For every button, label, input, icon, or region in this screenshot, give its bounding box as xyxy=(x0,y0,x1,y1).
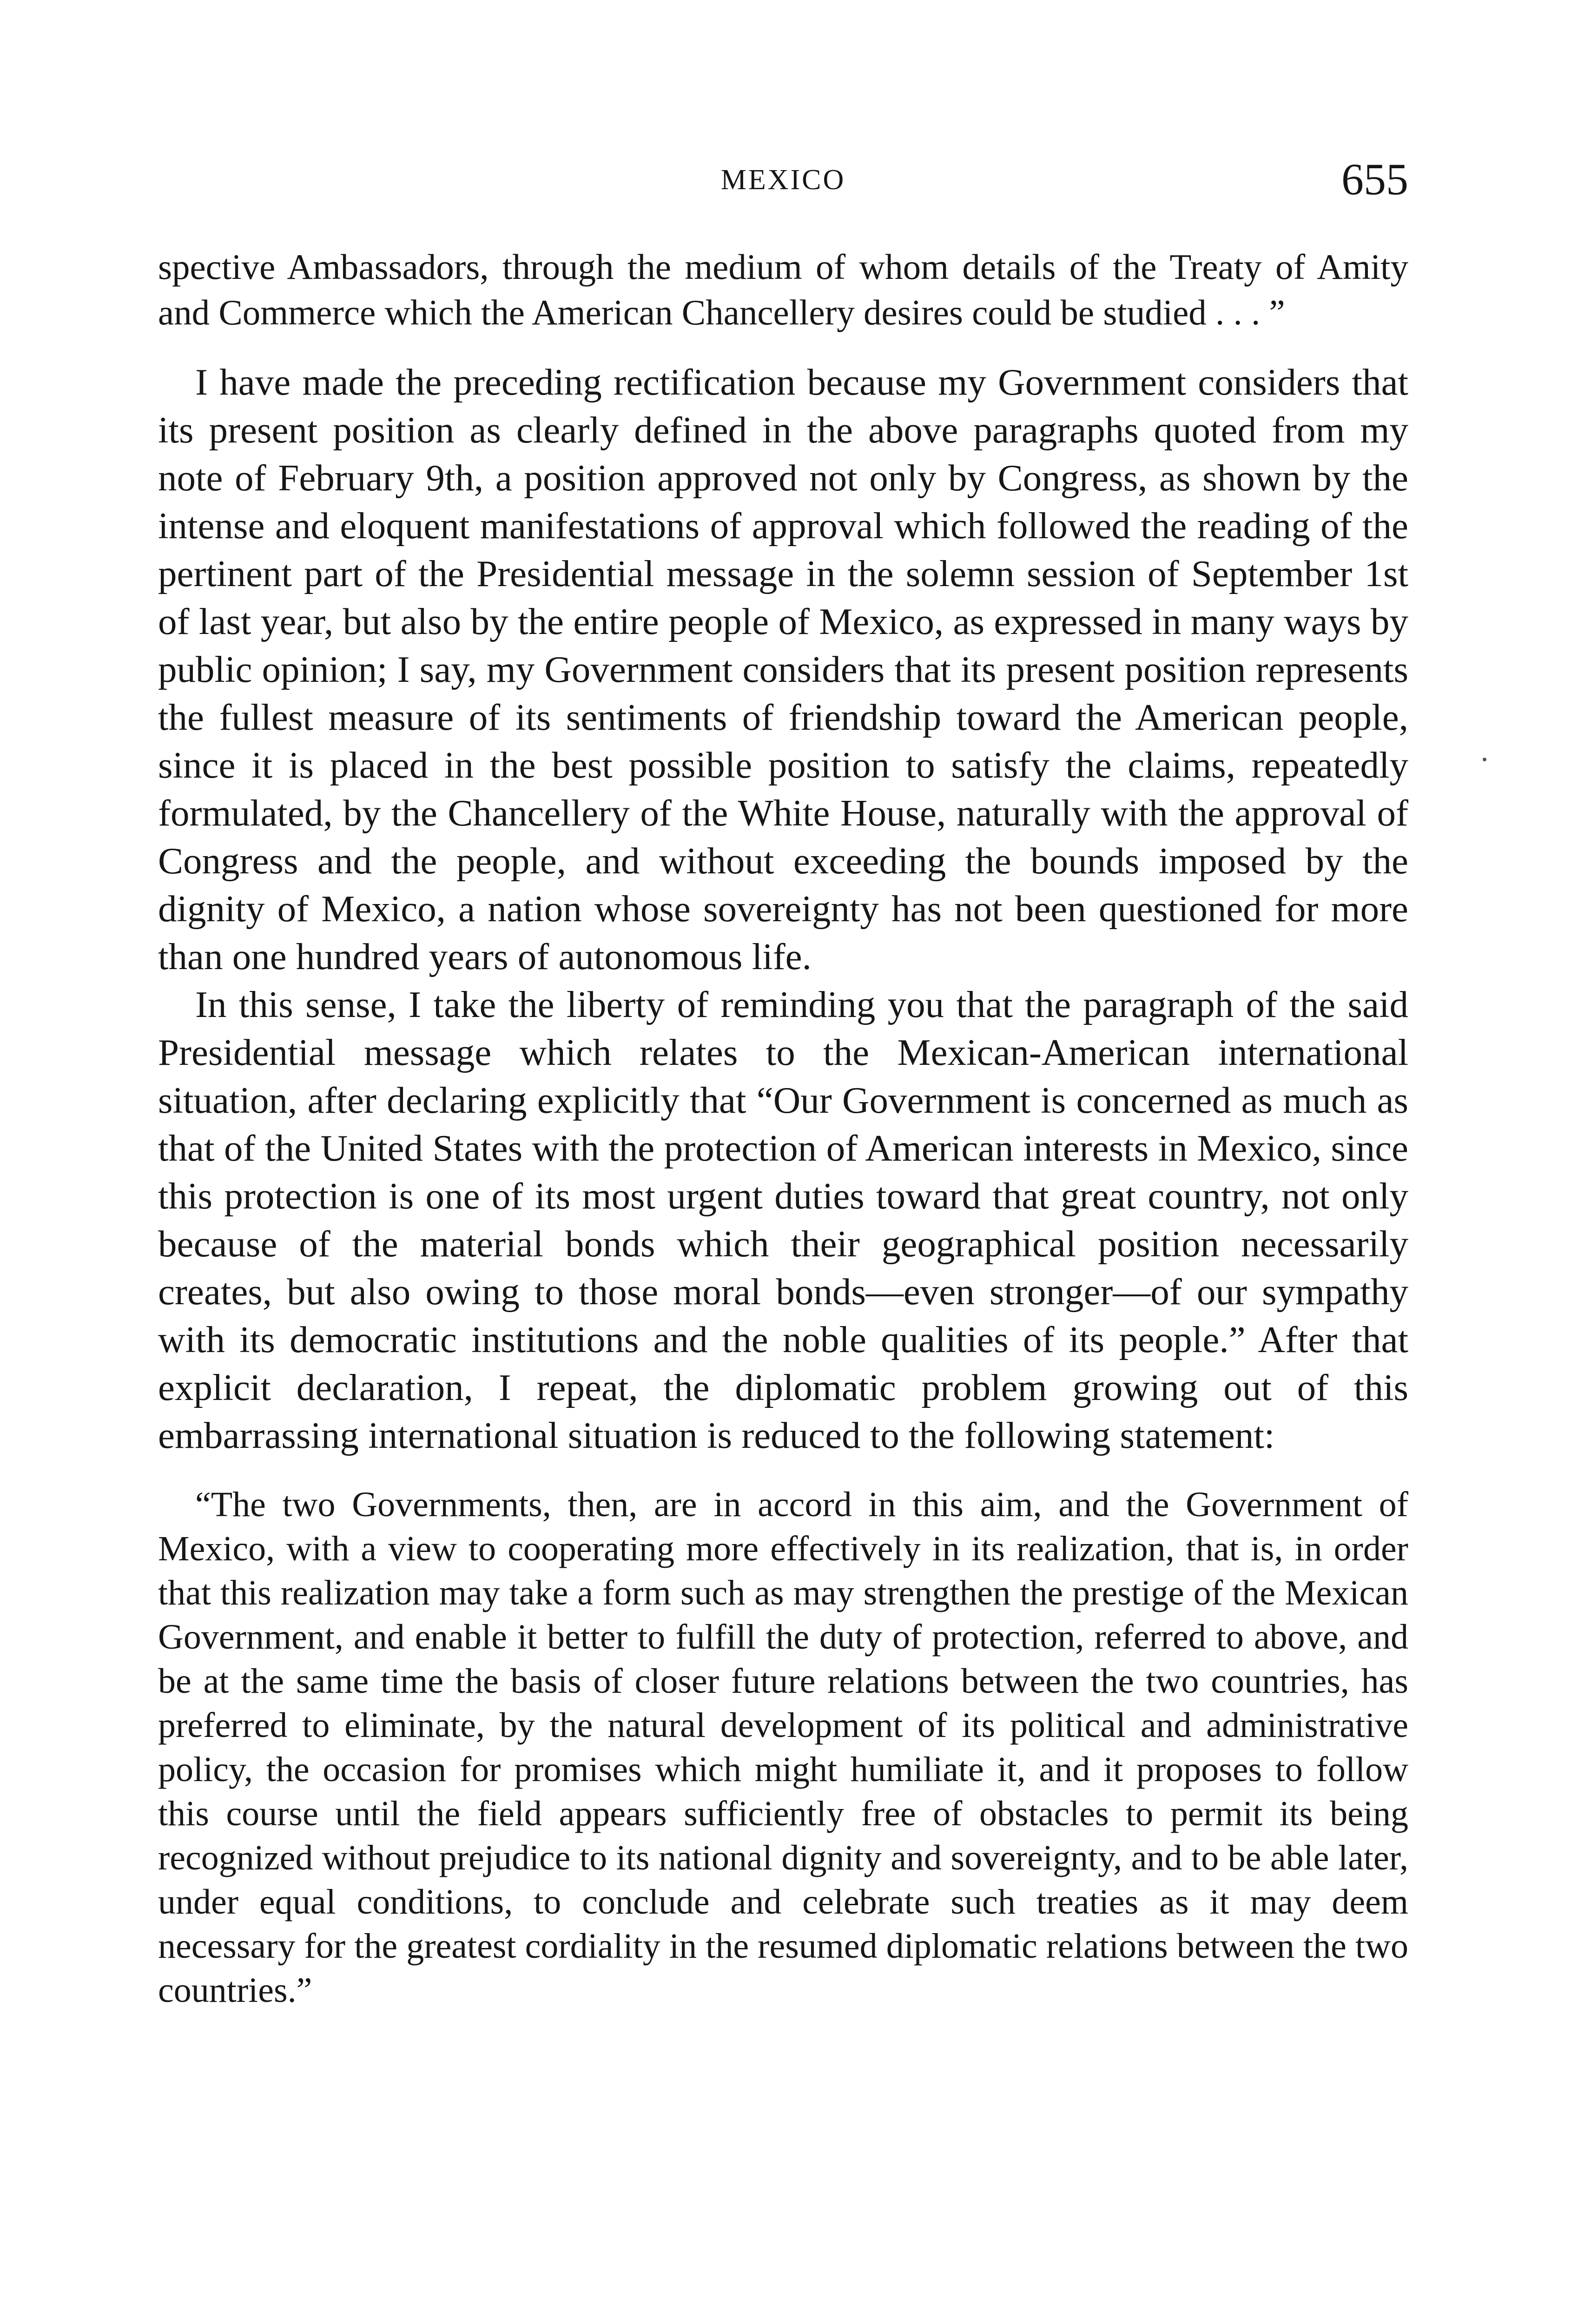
body-text xyxy=(158,244,1408,2013)
running-head xyxy=(158,153,1408,205)
stray-ink-mark xyxy=(1483,758,1486,761)
continued-paragraph: spective Ambassadors, through the medium of whom details of the Treaty of Amity and Commerce which the American Chancellery desires could be studied . . . ” xyxy=(158,247,1408,332)
reminder-paragraph: In this sense, I take the liberty of reminding you that the paragraph of the said Presidential message which relates to the Mexican-American international situation, after declaring explicitly that “Our Government is concerned as much as that of the United States with the protection of American interests in Mexico, since this protection is one of its most urgent duties toward that great country, not only because of the material bonds which their geographical position necessarily creates, but also owing to those moral bonds—even stronger—of our sympathy with its democratic institutions and the noble qualities of its people.” After that explicit declaration, I repeat, the diplomatic problem growing out of this embarrassing international situation is reduced to the following statement: xyxy=(158,984,1408,1456)
rectification-paragraph: I have made the preceding rectification because my Government considers that its present position as clearly defined in the above paragraphs quoted from my note of February 9th, a position approved not only by Congress, as shown by the intense and eloquent manifestations of approval which followed the reading of the pertinent part of the Presidential message in the solemn session of September 1st of last year, but also by the entire people of Mexico, as expressed in many ways by public opinion; I say, my Government considers that its present position represents the fullest measure of its sentiments of friendship toward the American people, since it is placed in the best possible position to satisfy the claims, repeatedly formulated, by the Chancellery of the White House, naturally with the approval of Congress and the people, and without exceeding the bounds imposed by the dignity of Mexico, a nation whose sovereignty has not been questioned for more than one hundred years of autonomous life. xyxy=(158,361,1408,977)
block-quote: “The two Governments, then, are in accord in this aim, and the Government of Mexico, with a view to cooperating more effectively in its realization, that is, in order that this realization may take a form such as may strengthen the prestige of the Mexican Government, and enable it better to fulfill the duty of protection, referred to above, and be at the same time the basis of closer future relations between the two countries, has preferred to eliminate, by the natural development of its political and administrative policy, the occasion for promises which might humiliate it, and it proposes to follow this course until the field appears sufficiently free of obstacles to permit its being recognized without prejudice to its national dignity and sovereignty, and to be able later, under equal conditions, to conclude and celebrate such treaties as it may deem necessary for the greatest cordiality in the resumed diplomatic relations between the two countries.” xyxy=(158,1485,1408,2010)
page-number: 655 xyxy=(1341,154,1408,204)
running-title: MEXICO xyxy=(720,164,846,196)
